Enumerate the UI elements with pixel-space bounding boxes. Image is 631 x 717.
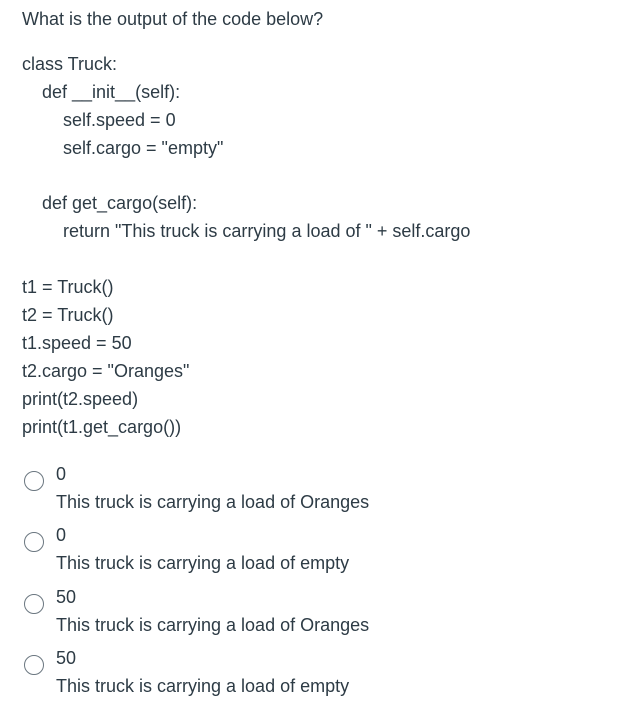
radio-button[interactable] [24,471,44,491]
code-line: print(t2.speed) [22,389,139,409]
option-line-1: 0 [56,525,67,545]
radio-button[interactable] [24,655,44,675]
option-line-2: This truck is carrying a load of Oranges [56,615,370,635]
answer-option-3[interactable] [24,585,584,641]
code-line: t2.cargo = "Oranges" [22,361,190,381]
option-line-1: 50 [56,648,77,668]
option-line-1: 50 [56,587,77,607]
answer-option-1[interactable] [24,462,584,518]
code-line: return "This truck is carrying a load of " + self.cargo [63,221,471,241]
code-line: print(t1.get_cargo()) [22,417,182,437]
option-line-1: 0 [56,464,67,484]
code-line: t2 = Truck() [22,305,114,325]
code-line: t1.speed = 50 [22,333,132,353]
radio-button[interactable] [24,594,44,614]
answer-option-4[interactable] [24,646,584,702]
option-line-2: This truck is carrying a load of empty [56,553,350,573]
code-line: self.cargo = "empty" [63,138,224,158]
option-line-2: This truck is carrying a load of Oranges [56,492,370,512]
code-line: def get_cargo(self): [42,193,198,213]
option-line-2: This truck is carrying a load of empty [56,676,350,696]
code-line: self.speed = 0 [63,110,176,130]
code-line: class Truck: [22,54,118,74]
question-text: What is the output of the code below? [22,9,324,29]
code-line: def __init__(self): [42,82,181,102]
code-line: t1 = Truck() [22,277,114,297]
radio-button[interactable] [24,532,44,552]
answer-option-2[interactable] [24,523,584,579]
